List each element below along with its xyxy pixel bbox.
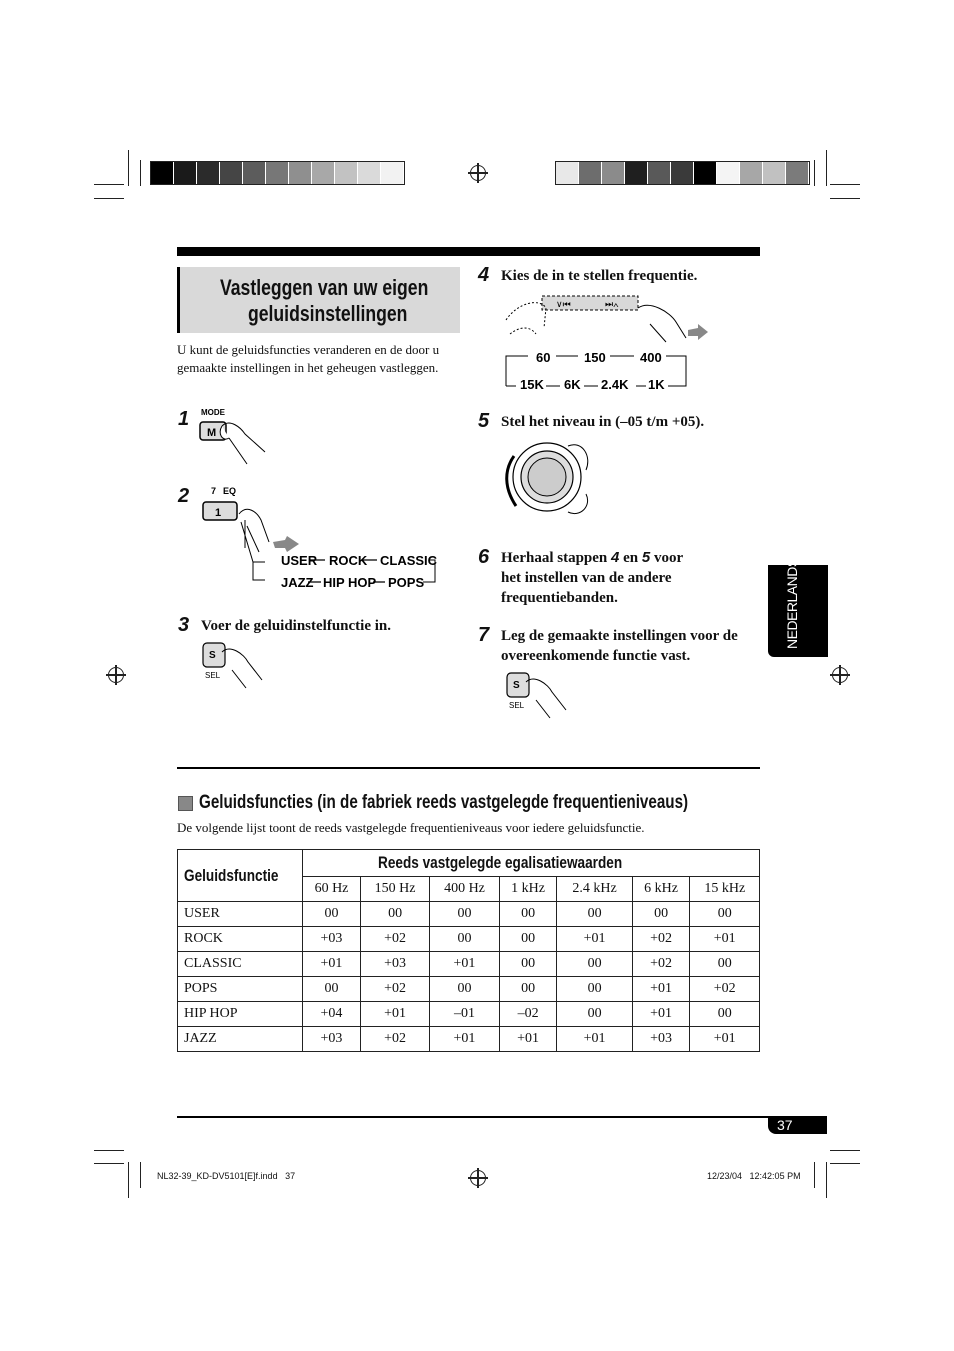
table-cell: –02: [499, 1002, 557, 1027]
registration-mark: [470, 1170, 486, 1186]
sel-label: SEL: [509, 701, 525, 710]
step5-text: Stel het niveau in (–05 t/m +05).: [501, 414, 705, 430]
table-cell: 00: [690, 902, 760, 927]
eq-button-illustration: [195, 480, 445, 595]
eq-label-7: 7: [211, 486, 217, 496]
table-cell: 00: [499, 977, 557, 1002]
sel-button-illustration: [502, 670, 572, 722]
calibration-swatch: [740, 162, 763, 184]
cycle-rock: ROCK: [329, 553, 368, 568]
freq-2.4k: 2.4K: [601, 377, 629, 392]
crop-mark: [830, 198, 860, 199]
cycle-hiphop: HIP HOP: [323, 575, 377, 590]
footer-date: 12/23/04 12:42:05 PM: [707, 1171, 801, 1181]
eq-key: 1: [215, 507, 222, 519]
calibration-swatch: [289, 162, 312, 184]
calibration-swatch: [786, 162, 809, 184]
calibration-swatch: [335, 162, 358, 184]
step6-text-c: voor: [653, 550, 684, 566]
presets-heading: Geluidsfuncties (in de fabriek reeds vastgelegde frequentieniveaus): [199, 792, 689, 813]
table-cell: +03: [360, 952, 429, 977]
calibration-swatch: [671, 162, 694, 184]
calibration-swatch: [197, 162, 220, 184]
table-cell: 00: [303, 902, 361, 927]
row-function-name: USER: [178, 902, 303, 927]
next-track-icon: ⏭∧: [605, 299, 619, 309]
table-cell: 00: [557, 902, 632, 927]
step6-ref2: 5: [641, 549, 651, 566]
calibration-swatch: [358, 162, 381, 184]
table-cell: +03: [303, 927, 361, 952]
freq-header: 150 Hz: [360, 877, 429, 902]
crop-mark: [94, 1163, 124, 1164]
calibration-swatch: [220, 162, 243, 184]
crop-mark: [830, 184, 860, 185]
heading-bullet-icon: [178, 796, 193, 811]
freq-60: 60: [536, 350, 551, 365]
page-number-tab: [768, 1118, 827, 1134]
section-title-box: [177, 267, 460, 333]
crop-mark: [94, 198, 124, 199]
mode-label: MODE: [201, 408, 225, 417]
crop-mark: [826, 1162, 827, 1198]
row-function-name: ROCK: [178, 927, 303, 952]
step-number: 5: [478, 410, 490, 432]
section-intro: U kunt de geluidsfuncties veranderen en de door u gemaakte instellingen in het geheugen vastleggen.: [177, 342, 440, 375]
step6-text-b: en: [623, 550, 639, 566]
col-header-function: Geluidsfunctie: [178, 850, 303, 902]
crop-mark: [814, 160, 815, 186]
freq-6k: 6K: [564, 377, 581, 392]
step4-text: Kies de in te stellen frequentie.: [501, 268, 698, 284]
table-cell: +01: [499, 1027, 557, 1052]
step-number: 2: [178, 485, 190, 507]
crop-mark: [128, 150, 129, 186]
step6-text-a: Herhaal stappen: [501, 550, 608, 566]
table-cell: +02: [360, 1027, 429, 1052]
step-number: 1: [178, 408, 190, 430]
table-row: [178, 1027, 760, 1052]
crop-mark: [830, 1150, 860, 1151]
section-title-line1: Vastleggen van uw eigen: [220, 275, 429, 300]
table-cell: +02: [690, 977, 760, 1002]
row-function-name: JAZZ: [178, 1027, 303, 1052]
calibration-swatch: [717, 162, 740, 184]
step3-text: Voer de geluidinstelfunctie in.: [201, 618, 392, 634]
calibration-bar-left: [150, 161, 405, 185]
table-cell: 00: [632, 902, 690, 927]
cycle-pops: POPS: [388, 575, 425, 590]
table-cell: +02: [632, 952, 690, 977]
freq-400: 400: [640, 350, 662, 365]
table-cell: +01: [430, 952, 499, 977]
table-cell: 00: [690, 1002, 760, 1027]
crop-mark: [826, 150, 827, 186]
table-cell: +01: [632, 1002, 690, 1027]
calibration-swatch: [312, 162, 335, 184]
group-header: Reeds vastgelegde egalisatiewaarden: [303, 850, 760, 877]
step-number: 4: [478, 264, 490, 286]
bottom-rule: [177, 1116, 827, 1118]
registration-mark: [108, 667, 124, 683]
presets-table: [177, 849, 760, 1052]
step6-line3: frequentiebanden.: [501, 590, 618, 606]
table-cell: 00: [690, 952, 760, 977]
table-cell: +02: [360, 927, 429, 952]
crop-mark: [140, 160, 141, 186]
crop-mark: [94, 1150, 124, 1151]
table-cell: 00: [499, 902, 557, 927]
table-cell: 00: [430, 902, 499, 927]
table-cell: +01: [632, 977, 690, 1002]
freq-header: 60 Hz: [303, 877, 361, 902]
table-row: [178, 927, 760, 952]
prev-track-icon: ∨⏮: [556, 299, 571, 309]
frequency-illustration: [500, 290, 715, 398]
calibration-swatch: [602, 162, 625, 184]
step6-ref1: 4: [611, 549, 620, 566]
table-cell: 00: [430, 927, 499, 952]
freq-header: 15 kHz: [690, 877, 760, 902]
calibration-swatch: [381, 162, 404, 184]
sel-label: SEL: [205, 671, 221, 680]
sel-button-illustration: [198, 640, 268, 692]
calibration-swatch: [648, 162, 671, 184]
table-cell: +01: [690, 1027, 760, 1052]
footer-file: NL32-39_KD-DV5101[E]f.indd 37: [157, 1171, 296, 1181]
table-cell: 00: [360, 902, 429, 927]
mode-button-illustration: [195, 404, 275, 469]
freq-header: 1 kHz: [499, 877, 557, 902]
freq-150: 150: [584, 350, 606, 365]
step6-text: [501, 548, 683, 608]
table-cell: +02: [632, 927, 690, 952]
table-row: [178, 952, 760, 977]
table-cell: +01: [430, 1027, 499, 1052]
freq-header: 400 Hz: [430, 877, 499, 902]
language-tab: [768, 558, 828, 657]
table-cell: 00: [557, 977, 632, 1002]
mode-key: M: [207, 427, 217, 439]
calibration-swatch: [556, 162, 579, 184]
table-row: [178, 1002, 760, 1027]
row-function-name: POPS: [178, 977, 303, 1002]
table-cell: +03: [303, 1027, 361, 1052]
crop-mark: [814, 1162, 815, 1188]
section-divider: [177, 767, 760, 769]
volume-knob-illustration: [500, 436, 600, 526]
row-function-name: CLASSIC: [178, 952, 303, 977]
step-number: 7: [478, 624, 490, 646]
top-rule: [177, 247, 760, 256]
table-cell: 00: [499, 927, 557, 952]
freq-1k: 1K: [648, 377, 665, 392]
table-cell: 00: [303, 977, 361, 1002]
calibration-bar-right: [555, 161, 810, 185]
cycle-jazz: JAZZ: [281, 575, 314, 590]
table-cell: 00: [557, 952, 632, 977]
step7-text: [501, 626, 738, 666]
section-title-line2: geluidsinstellingen: [248, 301, 408, 326]
table-cell: +01: [690, 927, 760, 952]
table-cell: +02: [360, 977, 429, 1002]
table-cell: –01: [430, 1002, 499, 1027]
table-row: [178, 977, 760, 1002]
registration-mark: [832, 667, 848, 683]
calibration-swatch: [694, 162, 717, 184]
calibration-swatch: [763, 162, 786, 184]
language-tab-label: NEDERLANDS: [784, 558, 800, 649]
calibration-swatch: [174, 162, 197, 184]
crop-mark: [128, 1162, 129, 1198]
table-cell: +01: [557, 1027, 632, 1052]
table-cell: 00: [557, 1002, 632, 1027]
calibration-swatch: [625, 162, 648, 184]
crop-mark: [140, 1162, 141, 1188]
crop-mark: [830, 1163, 860, 1164]
eq-label: EQ: [223, 486, 237, 496]
step-number: 3: [178, 614, 190, 636]
step7-line1: Leg de gemaakte instellingen voor de: [501, 628, 738, 644]
sel-key: S: [513, 680, 520, 691]
calibration-swatch: [243, 162, 266, 184]
calibration-swatch: [579, 162, 602, 184]
cycle-classic: CLASSIC: [380, 553, 438, 568]
table-cell: 00: [430, 977, 499, 1002]
table-cell: +01: [303, 952, 361, 977]
freq-header: 6 kHz: [632, 877, 690, 902]
registration-mark: [470, 165, 486, 181]
page-number: 37: [777, 1117, 793, 1133]
presets-intro: De volgende lijst toont de reeds vastgelegde frequentieniveaus voor iedere geluidsfunctie.: [177, 820, 645, 835]
table-cell: +01: [360, 1002, 429, 1027]
table-cell: 00: [499, 952, 557, 977]
step6-line2: het instellen van de andere: [501, 570, 672, 586]
row-function-name: HIP HOP: [178, 1002, 303, 1027]
cycle-user: USER: [281, 553, 318, 568]
freq-15k: 15K: [520, 377, 544, 392]
step7-line2: overeenkomende functie vast.: [501, 648, 691, 664]
table-cell: +01: [557, 927, 632, 952]
table-cell: +04: [303, 1002, 361, 1027]
table-row: [178, 902, 760, 927]
crop-mark: [94, 184, 124, 185]
calibration-swatch: [151, 162, 174, 184]
sel-key: S: [209, 650, 216, 661]
step-number: 6: [478, 546, 490, 568]
table-cell: +03: [632, 1027, 690, 1052]
freq-header: 2.4 kHz: [557, 877, 632, 902]
calibration-swatch: [266, 162, 289, 184]
